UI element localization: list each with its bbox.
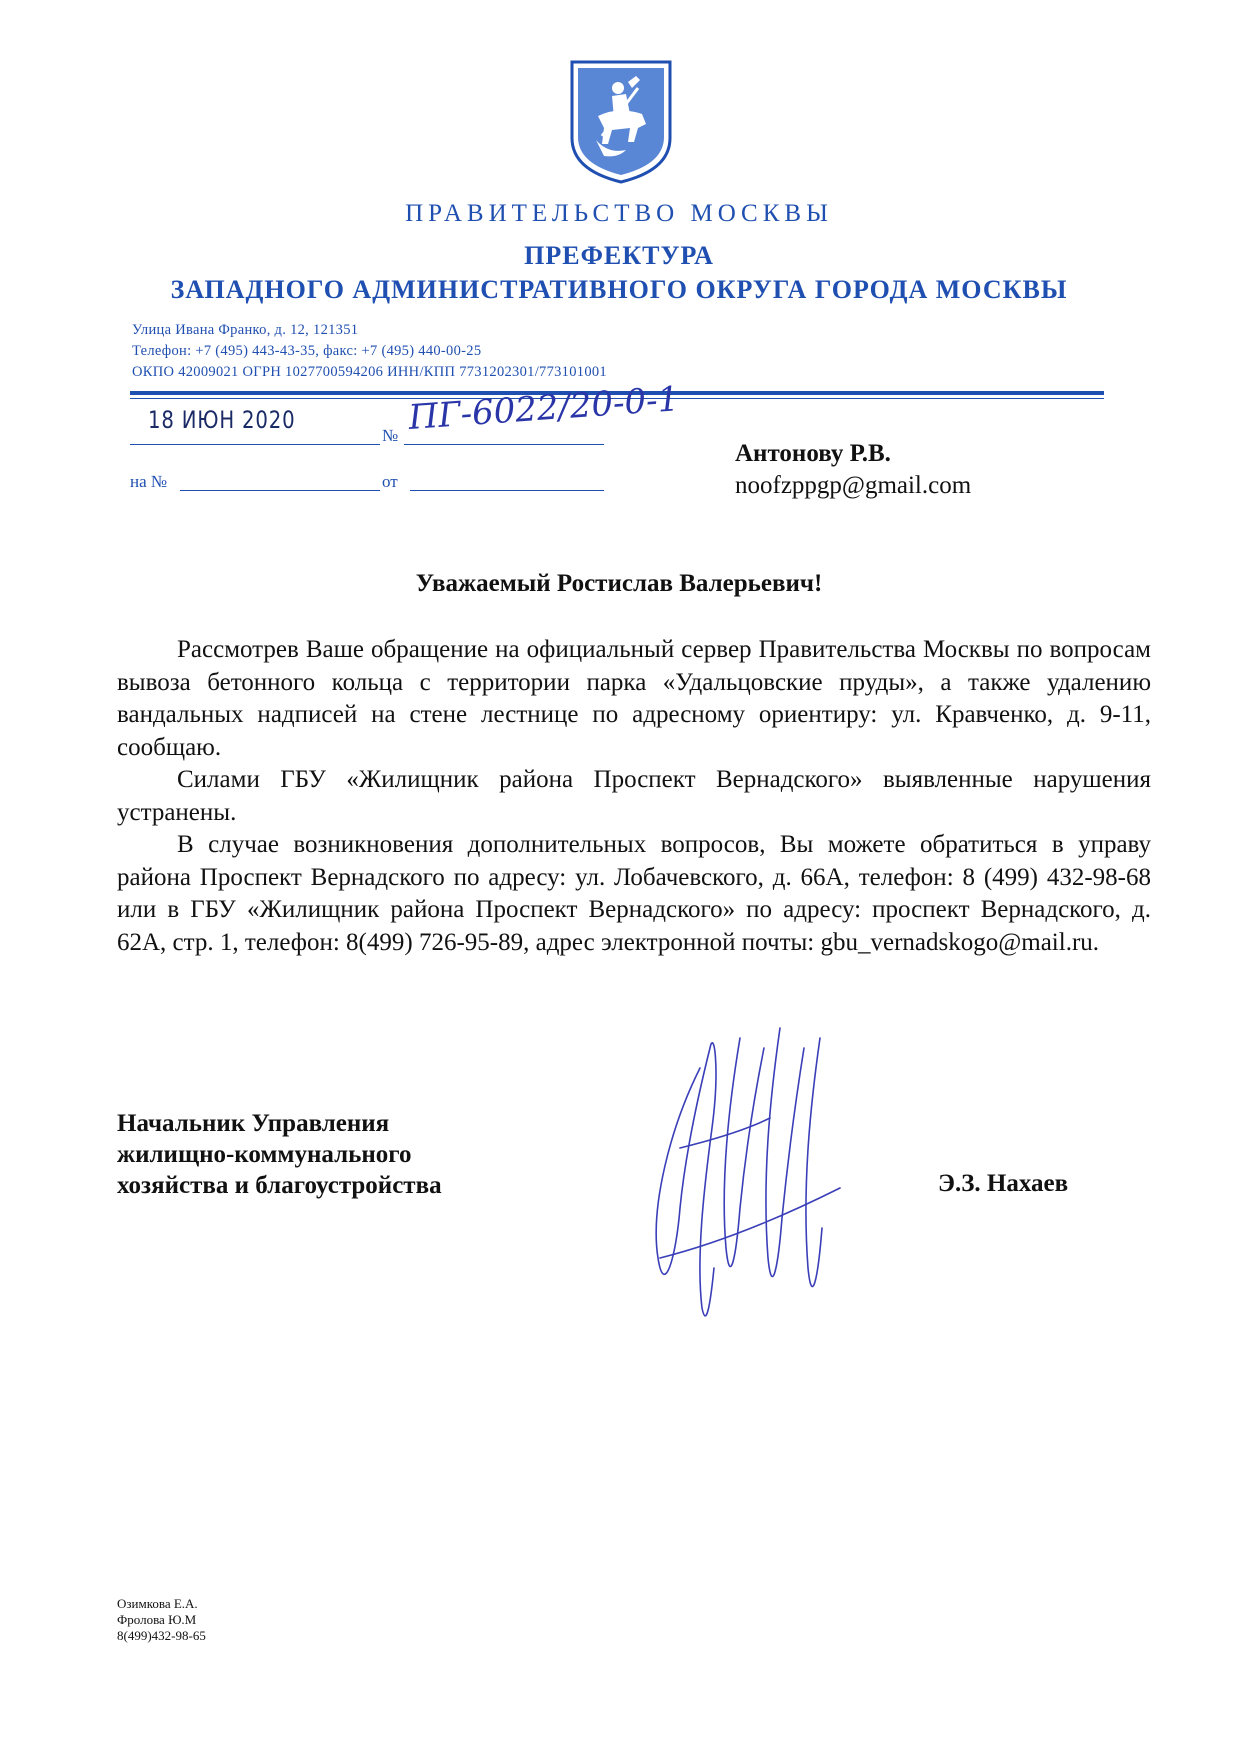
moscow-coat-of-arms-icon [568, 58, 674, 186]
district-title: ЗАПАДНОГО АДМИНИСТРАТИВНОГО ОКРУГА ГОРОДА МОСКВЫ [170, 275, 1068, 304]
salutation: Уважаемый Ростислав Валерьевич! [415, 570, 823, 597]
signer-title-line-1: Начальник Управления [117, 1110, 390, 1137]
date-underline [130, 444, 380, 445]
reference-number-label: на № [130, 472, 168, 491]
signer-title [117, 1108, 442, 1201]
letter-body [117, 634, 1151, 959]
addressee-name: Антонову Р.В. [735, 440, 891, 467]
letterhead-phone: Телефон: +7 (495) 443-43-35, факс: +7 (495) 440-00-25 [132, 343, 482, 359]
body-paragraph-1: Рассмотрев Ваше обращение на официальный сервер Правительства Москвы по вопросам вывоза бетонного кольца с территории парка «Удальцовские пруды», а также удалению вандальных надписей на стене лестнице по адресному ориентиру: ул. Кравченко, д. 9-11, сообщаю. [117, 636, 1151, 761]
reference-from-label: от [382, 472, 398, 491]
government-title: ПРАВИТЕЛЬСТВО МОСКВЫ [405, 200, 833, 227]
addressee-email: noofzppgp@gmail.com [735, 472, 972, 499]
executor-phone: 8(499)432-98-65 [117, 1628, 206, 1643]
executor-2: Фролова Ю.М [117, 1612, 197, 1627]
number-underline [404, 444, 604, 445]
registration-number: ПГ-6022/20-0-1 [407, 379, 681, 438]
letterhead-address: Улица Ивана Франко, д. 12, 121351 [132, 322, 359, 338]
body-paragraph-2: Силами ГБУ «Жилищник района Проспект Вернадского» выявленные нарушения устранены. [117, 766, 1151, 826]
body-paragraph-3: В случае возникновения дополнительных вопросов, Вы можете обратиться в управу района Проспект Вернадского по адресу: ул. Лобачевского, д. 66А, телефон: 8 (499) 432-98-68 или в ГБУ «Жилищник района Проспект Вернадского» по адресу: проспект Вернадского, д. 62А, стр. 1, телефон: 8(499) 726-95-89, адрес электронной почты: gbu_vernadskogo@mail.ru. [117, 831, 1151, 956]
handwritten-signature [640, 1008, 870, 1338]
reference-from-underline [410, 490, 604, 491]
prefecture-title: ПРЕФЕКТУРА [524, 241, 714, 270]
reference-number-underline [180, 490, 380, 491]
registration-date-stamp: 18 ИЮН 2020 [148, 406, 296, 434]
letterhead-codes: ОКПО 42009021 ОГРН 1027700594206 ИНН/КПП 7731202301/773101001 [132, 364, 607, 380]
signer-title-line-2: жилищно-коммунального [117, 1141, 412, 1168]
signer-title-line-3: хозяйства и благоустройства [117, 1172, 442, 1199]
executor-1: Озимкова Е.А. [117, 1596, 198, 1611]
signer-name: Э.З. Нахаев [938, 1170, 1069, 1197]
number-label: № [382, 426, 399, 445]
